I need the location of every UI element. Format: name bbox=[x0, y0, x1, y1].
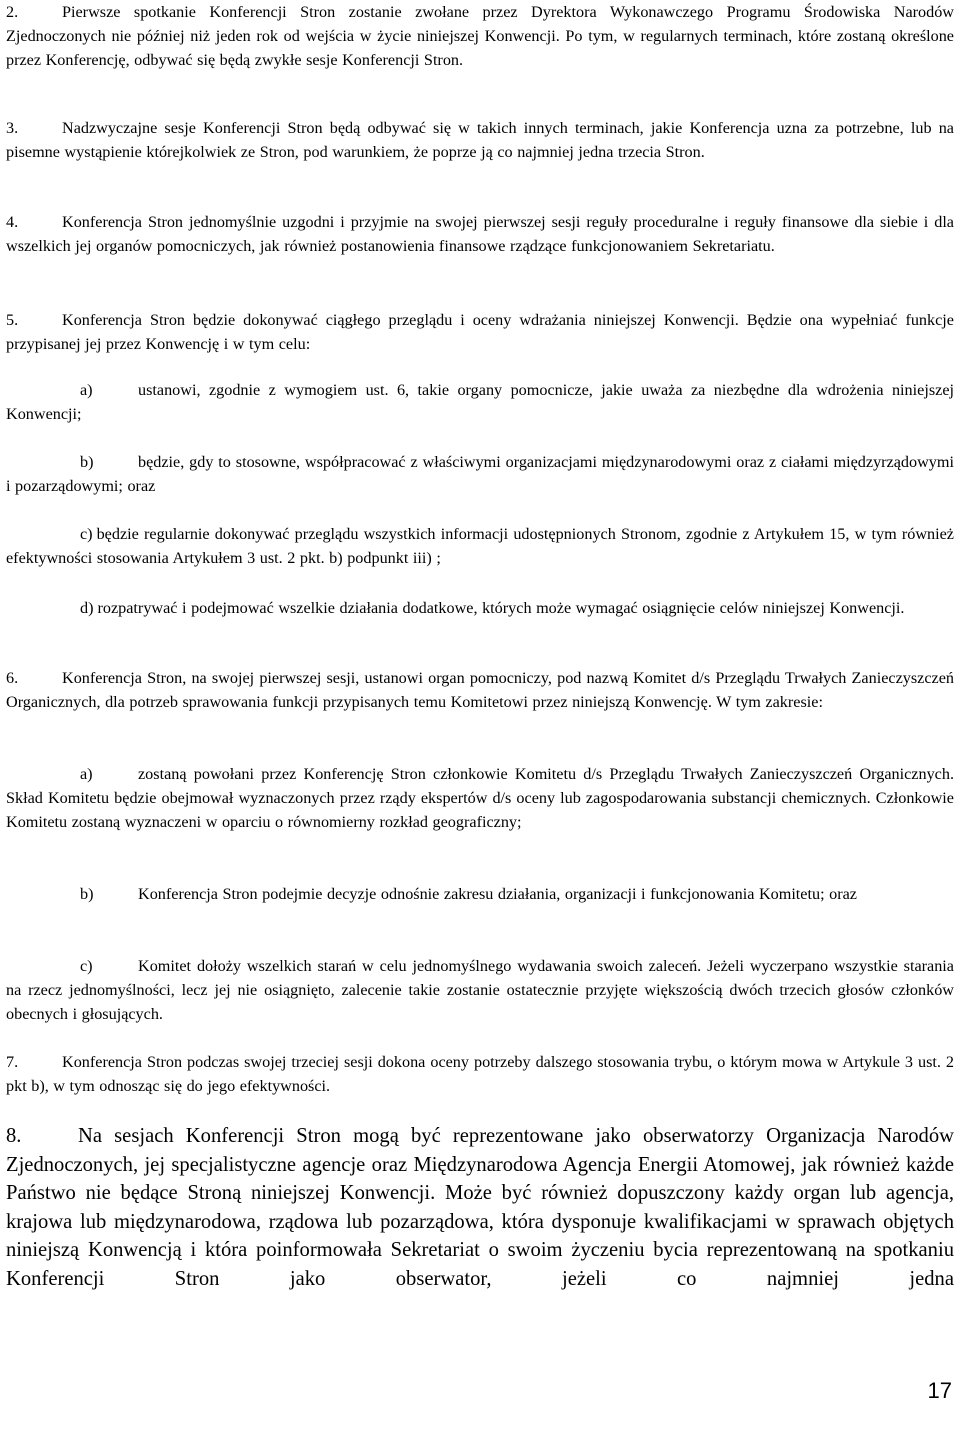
paragraph-number: 4. bbox=[6, 213, 19, 231]
subitem-text: rozpatrywać i podejmować wszelkie działania dodatkowe, których może wymagać osiągnięcie celów niniejszej Konwencji. bbox=[97, 599, 905, 617]
subitem-5a bbox=[6, 378, 954, 426]
paragraph-text: Nadzwyczajne sesje Konferencji Stron będą odbywać się w takich innych terminach, jakie Konferencja uzna za potrzebne, lub na pisemne wystąpienie którejkolwiek ze Stron, pod warunkiem, że poprze ją co najmniej jedna trzecia Stron. bbox=[6, 119, 954, 161]
subitem-5c bbox=[6, 522, 954, 570]
subitem-letter: b) bbox=[80, 453, 94, 471]
subitem-text: Konferencja Stron podejmie decyzje odnośnie zakresu działania, organizacji i funkcjonowania Komitetu; oraz bbox=[138, 885, 857, 903]
paragraph-text: Pierwsze spotkanie Konferencji Stron zostanie zwołane przez Dyrektora Wykonawczego Programu Środowiska Narodów Zjednoczonych nie później niż jeden rok od wejścia w życie niniejszej Konwencji. Po tym, w regularnych terminach, które zostaną określone przez Konferencję, odbywać się będą zwykłe sesje Konferencji Stron. bbox=[6, 3, 954, 69]
paragraph-4 bbox=[6, 210, 954, 258]
paragraph-text: Konferencja Stron jednomyślnie uzgodni i przyjmie na swojej pierwszej sesji reguły proceduralne i reguły finansowe dla siebie i dla wszelkich jej organów pomocniczych, jak również postanowienia finansowe rządzące funkcjonowaniem Sekretariatu. bbox=[6, 213, 954, 255]
paragraph-text: Na sesjach Konferencji Stron mogą być reprezentowane jako obserwatorzy Organizacja Narodów Zjednoczonych, jej specjalistyczne agencje oraz Międzynarodowa Agencja Energii Atomowej, jak również każde Państwo nie będące Stroną niniejszej Konwencji. Może być również dopuszczony każdy organ lub agencja, krajowa lub międzynarodowa, rządowa lub pozarządowa, która dysponuje kwalifikacjami w sprawach objętych niniejszą Konwencją i która poinformowała Sekretariat o swoim życzeniu bycia reprezentowaną na spotkaniu Konferencji Stron jako obserwator, jeżeli co najmniej jedna bbox=[6, 1125, 954, 1290]
paragraph-8 bbox=[6, 1122, 954, 1294]
paragraph-6 bbox=[6, 666, 954, 714]
subitem-letter: a) bbox=[80, 765, 93, 783]
paragraph-7 bbox=[6, 1050, 954, 1098]
subitem-letter: a) bbox=[80, 381, 93, 399]
subitem-text: będzie, gdy to stosowne, współpracować z właściwymi organizacjami międzynarodowymi oraz z ciałami międzyrządowymi i pozarządowymi; oraz bbox=[6, 453, 954, 495]
subitem-text: ustanowi, zgodnie z wymogiem ust. 6, takie organy pomocnicze, jakie uważa za niezbędne dla wdrożenia niniejszej Konwencji; bbox=[6, 381, 954, 423]
paragraph-2 bbox=[6, 0, 954, 72]
subitem-text: zostaną powołani przez Konferencję Stron członkowie Komitetu d/s Przeglądu Trwałych Zanieczyszczeń Organicznych. Skład Komitetu będzie obejmował wyznaczonych przez rządy ekspertów d/s oceny lub zagospodarowania substancji chemicznych. Członkowie Komitetu zostaną wyznaczeni w oparciu o równomierny rozkład geograficzny; bbox=[6, 765, 954, 831]
paragraph-number: 2. bbox=[6, 3, 19, 21]
paragraph-3 bbox=[6, 116, 954, 164]
paragraph-5 bbox=[6, 308, 954, 356]
paragraph-text: Konferencja Stron będzie dokonywać ciągłego przeglądu i oceny wdrażania niniejszej Konwencji. Będzie ona wypełniać funkcje przypisanej jej przez Konwencję i w tym celu: bbox=[6, 311, 954, 353]
subitem-text: Komitet dołoży wszelkich starań w celu jednomyślnego wydawania swoich zaleceń. Jeżeli wyczerpano wszystkie starania na rzecz jednomyślności, lecz jej nie osiągnięto, zalecenie takie zostanie ostatecznie przyjęte większością dwóch trzecich głosów członków obecnych i głosujących. bbox=[6, 957, 954, 1023]
subitem-6a bbox=[6, 762, 954, 834]
subitem-5b bbox=[6, 450, 954, 498]
page-number: 17 bbox=[927, 1378, 952, 1403]
paragraph-text: Konferencja Stron, na swojej pierwszej sesji, ustanowi organ pomocniczy, pod nazwą Komitet d/s Przeglądu Trwałych Zanieczyszczeń Organicznych, dla potrzeb sprawowania funkcji przypisanych temu Komitetowi przez niniejszą Konwencję. W tym zakresie: bbox=[6, 669, 954, 711]
subitem-letter: d) bbox=[80, 599, 94, 617]
paragraph-number: 3. bbox=[6, 119, 19, 137]
subitem-letter: c) bbox=[80, 957, 93, 975]
paragraph-number: 7. bbox=[6, 1053, 19, 1071]
paragraph-text: Konferencja Stron podczas swojej trzeciej sesji dokona oceny potrzeby dalszego stosowania trybu, o którym mowa w Artykule 3 ust. 2 pkt b), w tym odnosząc się do jego efektywności. bbox=[6, 1053, 954, 1095]
paragraph-number: 5. bbox=[6, 311, 19, 329]
subitem-text: będzie regularnie dokonywać przeglądu wszystkich informacji udostępnionych Stronom, zgodnie z Artykułem 15, w tym również efektywności stosowania Artykułem 3 ust. 2 pkt. b) podpunkt iii) ; bbox=[6, 525, 954, 567]
subitem-letter: b) bbox=[80, 885, 94, 903]
subitem-5d bbox=[6, 596, 954, 620]
subitem-letter: c) bbox=[80, 525, 93, 543]
subitem-6b bbox=[6, 882, 954, 906]
paragraph-number: 8. bbox=[6, 1125, 22, 1147]
subitem-6c bbox=[6, 954, 954, 1026]
paragraph-number: 6. bbox=[6, 669, 19, 687]
